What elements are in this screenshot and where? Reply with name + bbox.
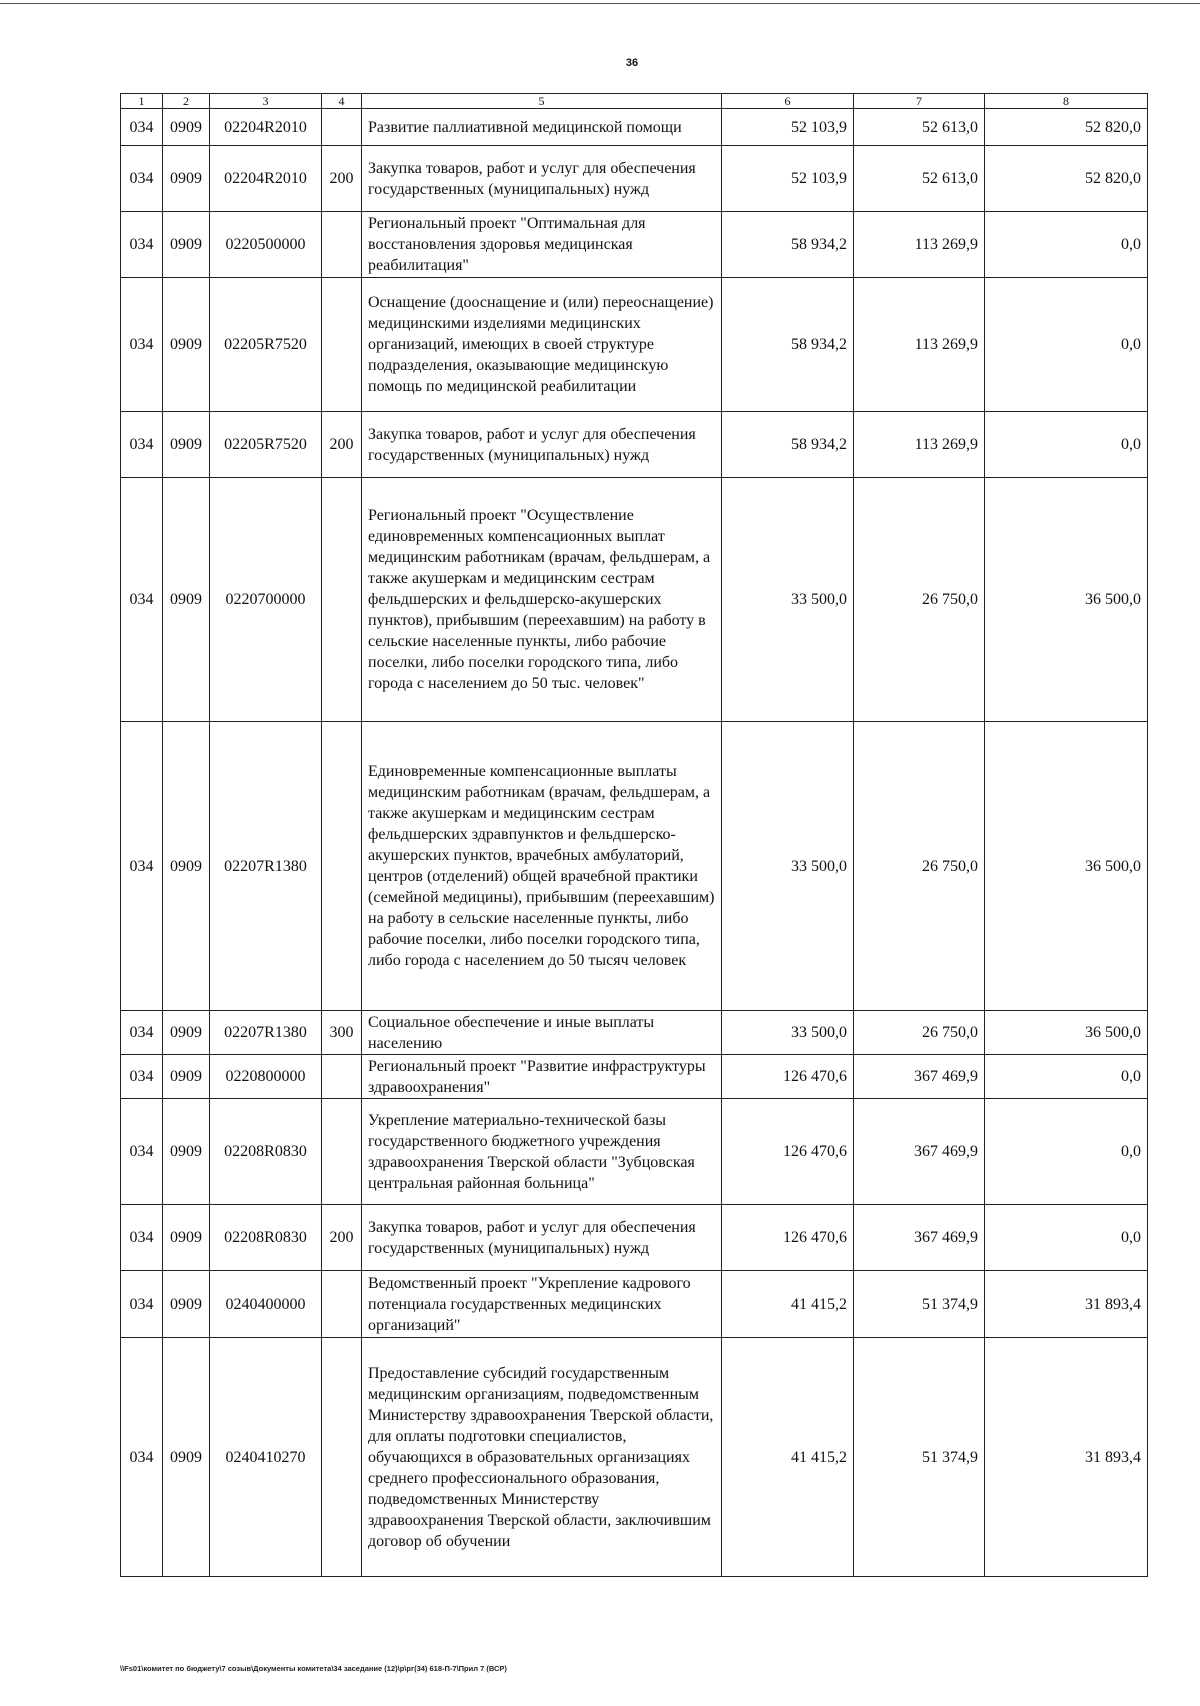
column-header-2: 2 <box>163 94 210 109</box>
cell-amount-3: 0,0 <box>985 1055 1148 1099</box>
cell-section-code: 0909 <box>163 1011 210 1055</box>
cell-description: Укрепление материально-технической базы государственного бюджетного учреждения здравоохранения Тверской области "Зубцовская центральная районная больница" <box>362 1099 722 1205</box>
cell-amount-1: 126 470,6 <box>722 1205 854 1271</box>
cell-ministry-code: 034 <box>121 1099 163 1205</box>
cell-amount-2: 113 269,9 <box>854 412 985 478</box>
cell-amount-3: 0,0 <box>985 212 1148 278</box>
cell-target-article: 02204R2010 <box>210 146 322 212</box>
cell-target-article: 02207R1380 <box>210 1011 322 1055</box>
cell-amount-1: 52 103,9 <box>722 109 854 146</box>
cell-target-article: 02208R0830 <box>210 1205 322 1271</box>
cell-section-code: 0909 <box>163 1205 210 1271</box>
cell-amount-3: 0,0 <box>985 1205 1148 1271</box>
table-row <box>121 478 1148 722</box>
cell-description: Предоставление субсидий государственным медицинским организациям, подведомственным Министерству здравоохранения Тверской области, для оплаты подготовки специалистов, обучающихся в образовательных организациях среднего профессионального образования, подведомственных Министерству здравоохранения Тверской области, заключившим договор об обучении <box>362 1338 722 1577</box>
cell-expense-type <box>322 212 362 278</box>
cell-amount-3: 52 820,0 <box>985 109 1148 146</box>
column-header-3: 3 <box>210 94 322 109</box>
cell-amount-2: 367 469,9 <box>854 1099 985 1205</box>
column-header-7: 7 <box>854 94 985 109</box>
cell-amount-2: 52 613,0 <box>854 146 985 212</box>
cell-description: Региональный проект "Оптимальная для восстановления здоровья медицинская реабилитация" <box>362 212 722 278</box>
cell-amount-1: 41 415,2 <box>722 1271 854 1338</box>
cell-target-article: 02207R1380 <box>210 722 322 1011</box>
cell-amount-3: 0,0 <box>985 412 1148 478</box>
cell-amount-3: 36 500,0 <box>985 1011 1148 1055</box>
table-row <box>121 1055 1148 1099</box>
cell-section-code: 0909 <box>163 1338 210 1577</box>
cell-ministry-code: 034 <box>121 722 163 1011</box>
cell-ministry-code: 034 <box>121 412 163 478</box>
cell-ministry-code: 034 <box>121 1205 163 1271</box>
column-header-8: 8 <box>985 94 1148 109</box>
cell-target-article: 0240410270 <box>210 1338 322 1577</box>
footer-file-path: \\Fs01\комитет по бюджету\7 созыв\Документы комитета\34 заседание (12)\р\рг(34) 618-П-7\Прил 7 (ВСР) <box>120 1664 507 1673</box>
cell-section-code: 0909 <box>163 412 210 478</box>
budget-table <box>120 93 1148 1577</box>
table-row <box>121 1205 1148 1271</box>
cell-amount-2: 51 374,9 <box>854 1338 985 1577</box>
cell-section-code: 0909 <box>163 109 210 146</box>
cell-expense-type <box>322 1338 362 1577</box>
cell-amount-3: 0,0 <box>985 278 1148 412</box>
cell-section-code: 0909 <box>163 1099 210 1205</box>
column-header-4: 4 <box>322 94 362 109</box>
cell-amount-1: 33 500,0 <box>722 478 854 722</box>
page-number: 36 <box>625 57 639 69</box>
cell-section-code: 0909 <box>163 1271 210 1338</box>
cell-description: Единовременные компенсационные выплаты медицинским работникам (врачам, фельдшерам, а также акушеркам и медицинским сестрам фельдшерских здравпунктов и фельдшерско-акушерских пунктов, врачебных амбулаторий, центров (отделений) общей врачебной практики (семейной медицины), прибывшим (переехавшим) на работу в сельские населенные пункты, либо рабочие поселки, либо поселки городского типа, либо города с населением до 50 тысяч человек <box>362 722 722 1011</box>
cell-expense-type <box>322 109 362 146</box>
cell-description: Развитие паллиативной медицинской помощи <box>362 109 722 146</box>
cell-section-code: 0909 <box>163 1055 210 1099</box>
cell-ministry-code: 034 <box>121 146 163 212</box>
cell-amount-3: 36 500,0 <box>985 722 1148 1011</box>
cell-amount-1: 58 934,2 <box>722 278 854 412</box>
cell-section-code: 0909 <box>163 212 210 278</box>
cell-ministry-code: 034 <box>121 1055 163 1099</box>
cell-description: Региональный проект "Развитие инфраструктуры здравоохранения" <box>362 1055 722 1099</box>
cell-description: Закупка товаров, работ и услуг для обеспечения государственных (муниципальных) нужд <box>362 412 722 478</box>
cell-expense-type: 200 <box>322 412 362 478</box>
cell-amount-3: 31 893,4 <box>985 1271 1148 1338</box>
cell-amount-3: 52 820,0 <box>985 146 1148 212</box>
cell-amount-1: 33 500,0 <box>722 1011 854 1055</box>
header-row <box>121 94 1148 109</box>
cell-section-code: 0909 <box>163 278 210 412</box>
cell-description: Региональный проект "Осуществление единовременных компенсационных выплат медицинским работникам (врачам, фельдшерам, а также акушеркам и медицинским сестрам фельдшерских и фельдшерско-акушерских пунктов), прибывшим (переехавшим) на работу в сельские населенные пункты, либо рабочие поселки, либо поселки городского типа, либо города с населением до 50 тыс. человек" <box>362 478 722 722</box>
cell-target-article: 02205R7520 <box>210 278 322 412</box>
cell-ministry-code: 034 <box>121 1271 163 1338</box>
cell-amount-2: 52 613,0 <box>854 109 985 146</box>
cell-amount-1: 126 470,6 <box>722 1099 854 1205</box>
cell-amount-2: 26 750,0 <box>854 1011 985 1055</box>
table-row <box>121 1271 1148 1338</box>
cell-amount-2: 26 750,0 <box>854 722 985 1011</box>
cell-expense-type: 200 <box>322 1205 362 1271</box>
cell-amount-1: 58 934,2 <box>722 212 854 278</box>
cell-description: Закупка товаров, работ и услуг для обеспечения государственных (муниципальных) нужд <box>362 146 722 212</box>
table-row <box>121 146 1148 212</box>
cell-amount-3: 31 893,4 <box>985 1338 1148 1577</box>
cell-amount-1: 58 934,2 <box>722 412 854 478</box>
column-header-5: 5 <box>362 94 722 109</box>
cell-section-code: 0909 <box>163 146 210 212</box>
cell-description: Оснащение (дооснащение и (или) переоснащение) медицинскими изделиями медицинских организаций, имеющих в своей структуре подразделения, оказывающие медицинскую помощь по медицинской реабилитации <box>362 278 722 412</box>
cell-expense-type <box>322 278 362 412</box>
cell-amount-2: 367 469,9 <box>854 1055 985 1099</box>
cell-target-article: 0220800000 <box>210 1055 322 1099</box>
cell-ministry-code: 034 <box>121 478 163 722</box>
table-row <box>121 1338 1148 1577</box>
table-row <box>121 109 1148 146</box>
cell-target-article: 02208R0830 <box>210 1099 322 1205</box>
cell-section-code: 0909 <box>163 478 210 722</box>
cell-target-article: 0220500000 <box>210 212 322 278</box>
cell-amount-1: 41 415,2 <box>722 1338 854 1577</box>
cell-ministry-code: 034 <box>121 1338 163 1577</box>
cell-description: Социальное обеспечение и иные выплаты населению <box>362 1011 722 1055</box>
cell-expense-type <box>322 1055 362 1099</box>
cell-amount-3: 36 500,0 <box>985 478 1148 722</box>
cell-section-code: 0909 <box>163 722 210 1011</box>
cell-expense-type <box>322 478 362 722</box>
cell-target-article: 02205R7520 <box>210 412 322 478</box>
column-header-1: 1 <box>121 94 163 109</box>
table-row <box>121 278 1148 412</box>
cell-description: Закупка товаров, работ и услуг для обеспечения государственных (муниципальных) нужд <box>362 1205 722 1271</box>
cell-expense-type <box>322 1271 362 1338</box>
cell-ministry-code: 034 <box>121 1011 163 1055</box>
cell-target-article: 0220700000 <box>210 478 322 722</box>
cell-amount-3: 0,0 <box>985 1099 1148 1205</box>
cell-expense-type: 200 <box>322 146 362 212</box>
cell-amount-1: 33 500,0 <box>722 722 854 1011</box>
cell-description: Ведомственный проект "Укрепление кадрового потенциала государственных медицинских организаций" <box>362 1271 722 1338</box>
cell-amount-2: 51 374,9 <box>854 1271 985 1338</box>
cell-amount-2: 113 269,9 <box>854 212 985 278</box>
cell-amount-1: 126 470,6 <box>722 1055 854 1099</box>
table-row <box>121 412 1148 478</box>
cell-expense-type <box>322 1099 362 1205</box>
table-row <box>121 212 1148 278</box>
table-row <box>121 1099 1148 1205</box>
cell-ministry-code: 034 <box>121 278 163 412</box>
cell-target-article: 0240400000 <box>210 1271 322 1338</box>
cell-amount-2: 26 750,0 <box>854 478 985 722</box>
cell-ministry-code: 034 <box>121 109 163 146</box>
cell-amount-1: 52 103,9 <box>722 146 854 212</box>
table-row <box>121 722 1148 1011</box>
column-header-6: 6 <box>722 94 854 109</box>
table-row <box>121 1011 1148 1055</box>
cell-amount-2: 367 469,9 <box>854 1205 985 1271</box>
cell-expense-type <box>322 722 362 1011</box>
cell-target-article: 02204R2010 <box>210 109 322 146</box>
cell-expense-type: 300 <box>322 1011 362 1055</box>
top-rule <box>0 3 1200 4</box>
cell-ministry-code: 034 <box>121 212 163 278</box>
cell-amount-2: 113 269,9 <box>854 278 985 412</box>
